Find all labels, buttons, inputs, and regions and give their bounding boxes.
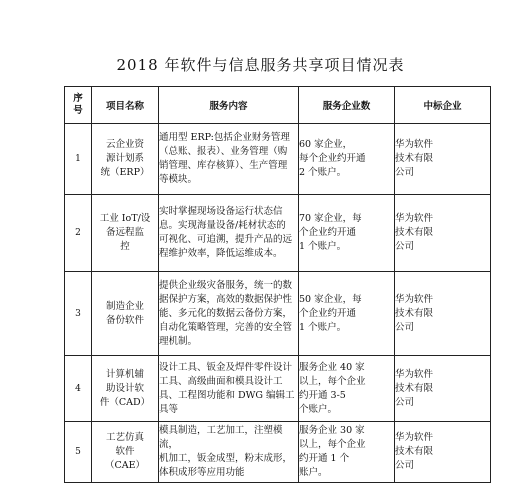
header-content: 服务内容 [159,87,299,124]
row-content: 实时掌握现场设备运行状态信 息。实现海量设备/耗材状态的 可视化、可追溯，提升产品的远 程维护效率，降低运维成本。 [159,195,299,272]
project-table [64,86,491,483]
row-vendor: 华为软件 技术有限 公司 [395,124,491,195]
row-content: 模具制造，工艺加工，注塑模流， 机加工，钣金成型，粉末成形， 体积成形等应用功能 [159,422,299,483]
header-vendor: 中标企业 [395,87,491,124]
row-count: 服务企业 40 家 以上，每个企业 约开通 3-5 个账户。 [299,356,395,422]
row-seq: 5 [65,422,92,483]
row-name: 云企业资 源计划系 统（ERP） [92,124,159,195]
row-name: 计算机辅 助设计软 件（CAD） [92,356,159,422]
row-seq: 2 [65,195,92,272]
row-vendor: 华为软件 技术有限 公司 [395,422,491,483]
row-name: 工业 IoT/设 备远程监 控 [92,195,159,272]
row-seq: 3 [65,272,92,356]
table-row [65,356,491,422]
row-content: 提供企业级灾备服务，统一的数 据保护方案，高效的数据保护性 能、多元化的数据云备份方案， 自动化策略管理，完善的安全管 理机制。 [159,272,299,356]
row-seq: 4 [65,356,92,422]
row-count: 服务企业 30 家 以上，每个企业 约开通 1 个 账户。 [299,422,395,483]
row-content: 通用型 ERP:包括企业财务管理 （总账、报表）、业务管理（购 销管理、库存核算）、生产管理 等模块。 [159,124,299,195]
row-vendor: 华为软件 技术有限 公司 [395,356,491,422]
table-row [65,422,491,483]
row-seq: 1 [65,124,92,195]
table-row [65,272,491,356]
row-count: 50 家企业，每 个企业约开通 1 个账户。 [299,272,395,356]
row-content: 设计工具、钣金及焊件零件设计 工具、高级曲面和模具设计工 具、工程图功能和 DWG 编辑工 具等 [159,356,299,422]
row-name: 制造企业 备份软件 [92,272,159,356]
row-vendor: 华为软件 技术有限 公司 [395,272,491,356]
table-row [65,124,491,195]
header-name: 项目名称 [92,87,159,124]
header-seq: 序 号 [65,87,92,124]
row-vendor: 华为软件 技术有限 公司 [395,195,491,272]
table-header-row [65,87,491,124]
document-title: 2018 年软件与信息服务共享项目情况表 [116,56,405,74]
table-row [65,195,491,272]
row-count: 60 家企业， 每个企业约开通 2 个账户。 [299,124,395,195]
header-count: 服务企业数 [299,87,395,124]
row-count: 70 家企业，每 个企业约开通 1 个账户。 [299,195,395,272]
row-name: 工艺仿真 软件 （CAE） [92,422,159,483]
